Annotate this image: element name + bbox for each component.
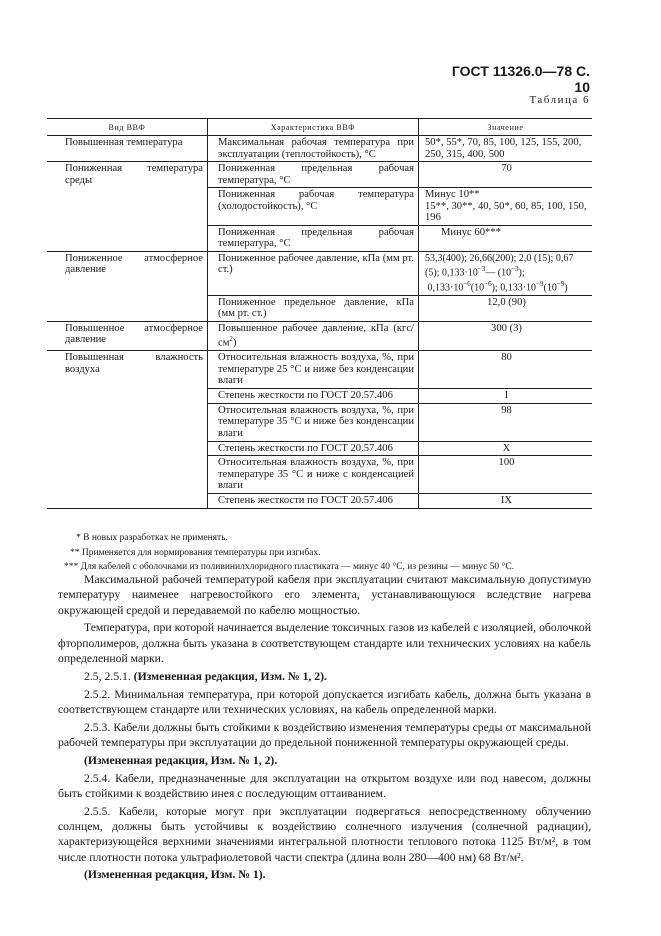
value-line: 15**, 30**, 40, 50*, 60, 85, 100, 150, 196 xyxy=(425,200,587,223)
value-cell: 50*, 55*, 70, 85, 100, 125, 155, 200, 250, 315, 400, 500 xyxy=(419,136,593,162)
factor-cell: Пониженная температура среды xyxy=(47,162,208,252)
amendment-note: (Измененная редакция, Изм. № 1, 2). xyxy=(84,753,278,767)
amendment-note: (Измененная редакция, Изм. № 1). xyxy=(84,868,266,882)
characteristic-cell: Относительная влажность воздуха, %, при температуре 25 °С и ниже без конденсации влаги xyxy=(208,351,419,389)
amendment-note: (Измененная редакция, Изм. № 1, 2). xyxy=(133,669,327,683)
paragraph: 2.5.4. Кабели, предназначенные для эксплуатации на открытом воздухе или под навесом, должны быть стойкими к воздействию инея с последующим оттаиванием. xyxy=(58,771,591,800)
value-cell: 300 (3) xyxy=(419,321,593,351)
value-cell: 98 xyxy=(419,403,593,441)
table-row xyxy=(47,136,592,162)
clause-number: 2.5, 2.5.1. xyxy=(84,669,131,683)
column-header-characteristic: Характеристика ВВФ xyxy=(208,119,419,136)
paragraph: 2.5.5. Кабели, которые могут при эксплуатации подвергаться непосредственному облучению солнцем, должны быть устойчивы к воздействию солнечного излучения (солнечной радиации), характеризующейся верхними значениями интегральной плотности теплового потока 1125 Вт/м², в том числе плотности потока ультрафиолетовой части спектра (длина волн 280—400 нм) 68 Вт/м². xyxy=(58,804,591,864)
table-row xyxy=(47,351,592,389)
factor-cell: Повышенная влажность воздуха xyxy=(47,351,208,509)
paragraph: Максимальной рабочей температурой кабеля при эксплуатации считают максимальную допустимую температуру наименее нагревостойкого его элемента, устанавливающуюся вследствие нагрева окружающей средой и передаваемой по кабелю мощностью. xyxy=(58,573,591,617)
value-cell: 80 xyxy=(419,351,593,389)
table-row xyxy=(47,162,592,188)
value-line: Минус 10** xyxy=(425,189,480,200)
footnote: *** Для кабелей с оболочками из поливинилхлоридного пластиката — минус 40 °С, из резины — минус 50 °С. xyxy=(64,562,515,572)
paragraph: 2.5.3. Кабели должны быть стойкими к воздействию изменения температуры среды от максимальной рабочей температуры при эксплуатации до предельной пониженной температуры окружающей среды. xyxy=(58,720,591,749)
characteristic-cell: Повышенное рабочее давление, кПа $(кгс/см^2)$ xyxy=(208,321,419,351)
characteristic-cell: Пониженная предельная рабочая температура, °С xyxy=(208,225,419,251)
data-table xyxy=(47,118,592,509)
body-text xyxy=(58,572,591,885)
table-label: Таблица 6 xyxy=(529,94,590,106)
characteristic-cell: Относительная влажность воздуха, %, при температуре 35 °С и ниже с конденсацией влаги xyxy=(208,456,419,494)
characteristic-cell: Пониженная предельная рабочая температура, °С xyxy=(208,162,419,188)
footnotes xyxy=(60,531,600,575)
factor-cell: Повышенное атмосферное давление xyxy=(47,321,208,351)
factor-cell: Повышенная температура xyxy=(47,136,208,162)
column-header-type: Вид ВВФ xyxy=(47,119,208,136)
column-header-value: Значение xyxy=(419,119,593,136)
characteristic-cell: Пониженная рабочая температура (холодостойкость), °С xyxy=(208,188,419,226)
value-cell: X xyxy=(419,441,593,456)
characteristic-cell: Относительная влажность воздуха, %, при температуре 35 °С и ниже без конденсации влаги xyxy=(208,403,419,441)
value-cell: I xyxy=(419,389,593,404)
characteristic-cell: Максимальная рабочая температура при эксплуатации (теплостойкость), °С xyxy=(208,136,419,162)
table-header-row xyxy=(47,119,592,136)
value-cell: 100 xyxy=(419,456,593,494)
paragraph xyxy=(58,669,591,684)
characteristic-cell: Степень жесткости по ГОСТ 20.57.406 xyxy=(208,389,419,404)
value-cell xyxy=(419,188,593,226)
value-cell: IX xyxy=(419,494,593,509)
value-cell: Минус 60*** xyxy=(419,225,593,251)
table-row xyxy=(47,251,592,295)
value-cell: 53,3(400); 26,66(200); 2,0 (15); 0,67 (5); $0,133\cdot 10^{-3}—$ $(10^{-3})$; $0,133\cdot 10^{-6}(10^{-6})$; $0,133\cdot 10^{-9}(10^{-9})$ xyxy=(419,251,593,295)
footnote: * В новых разработках не применять. xyxy=(76,533,228,543)
table-row xyxy=(47,321,592,351)
paragraph: 2.5.2. Минимальная температура, при которой допускается изгибать кабель, должна быть указана в соответствующем стандарте или технических условиях, на кабель определенной марки. xyxy=(58,687,591,716)
value-cell: 12,0 (90) xyxy=(419,295,593,321)
page-header: ГОСТ 11326.0—78 С. 10 xyxy=(451,63,590,95)
factor-cell: Пониженное атмосферное давление xyxy=(47,251,208,321)
characteristic-cell: Степень жесткости по ГОСТ 20.57.406 xyxy=(208,441,419,456)
value-cell: 70 xyxy=(419,162,593,188)
footnote: ** Применяется для нормирования температуры при изгибах. xyxy=(70,547,321,558)
paragraph: Температура, при которой начинается выделение токсичных газов из кабелей с изоляцией, оболочкой фторполимеров, должна быть указана в соответствующем стандарте или технических условиях на кабель определенной марки. xyxy=(58,621,591,665)
characteristic-cell: Степень жесткости по ГОСТ 20.57.406 xyxy=(208,494,419,509)
characteristic-cell: Пониженное предельное давление, кПа (мм рт. ст.) xyxy=(208,295,419,321)
characteristic-cell: Пониженное рабочее давление, кПа (мм рт. ст.) xyxy=(208,251,419,295)
